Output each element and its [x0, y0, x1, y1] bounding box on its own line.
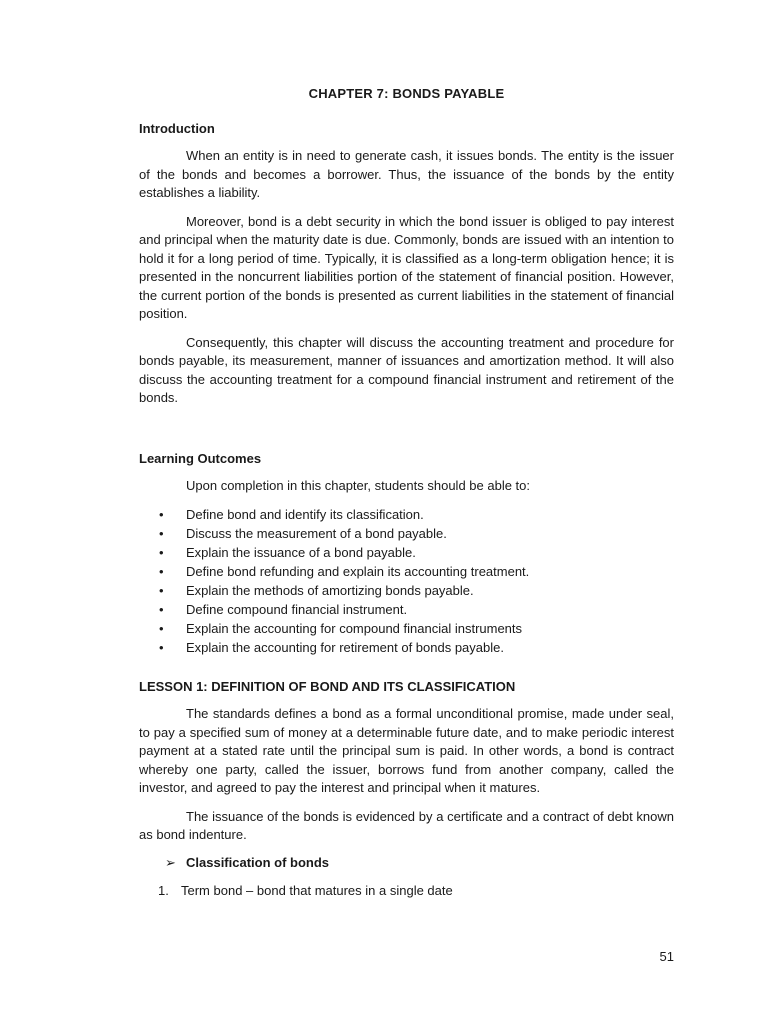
page-number: 51	[659, 949, 674, 964]
section-spacer	[139, 657, 674, 679]
list-item-text: Define bond refunding and explain its accounting treatment.	[186, 564, 530, 579]
introduction-heading: Introduction	[139, 121, 215, 136]
bullet-icon: •	[159, 564, 164, 579]
list-item	[139, 505, 674, 524]
bullet-icon: •	[159, 545, 164, 560]
learning-outcomes-list	[139, 505, 674, 657]
list-item-text: Define bond and identify its classification.	[186, 507, 424, 522]
bullet-icon: •	[159, 621, 164, 636]
bullet-icon: •	[159, 507, 164, 522]
arrow-bullet-icon: ➢	[165, 854, 176, 870]
intro-paragraph-3: Consequently, this chapter will discuss the accounting treatment and procedure for bonds payable, its measurement, manner of issuances and amortization method. It will also discuss the accounting treatment for a compound financial instrument and retirement of the bonds.	[139, 334, 674, 405]
list-item	[139, 524, 674, 543]
learning-outcomes-heading: Learning Outcomes	[139, 450, 262, 466]
intro-paragraph-1: When an entity is in need to generate cash, it issues bonds. The entity is the issuer of the bonds and becomes a borrower. Thus, the issuance of the bonds by the entity establishes a liability.	[139, 148, 674, 200]
bullet-icon: •	[159, 526, 164, 541]
list-item	[139, 619, 674, 638]
subheading-text: Classification of bonds	[186, 854, 330, 870]
lesson-1-paragraph-2: The issuance of the bonds is evidenced by a certificate and a contract of debt known as bond indenture.	[139, 808, 674, 842]
section-spacer	[139, 418, 674, 451]
list-item-text: Explain the accounting for compound financial instruments	[186, 621, 523, 636]
list-item-text: Explain the issuance of a bond payable.	[186, 545, 416, 560]
list-item-text: Term bond – bond that matures in a single date	[181, 882, 453, 898]
classification-subheading	[139, 855, 674, 870]
list-item-text: Explain the methods of amortizing bonds payable.	[186, 583, 474, 598]
list-item	[139, 638, 674, 657]
learning-outcomes-intro: Upon completion in this chapter, students should be able to:	[186, 477, 530, 493]
list-item-text: Define compound financial instrument.	[186, 602, 408, 617]
chapter-title: CHAPTER 7: BONDS PAYABLE	[308, 86, 505, 101]
list-number: 1.	[158, 882, 169, 898]
numbered-list-item	[139, 882, 674, 900]
intro-paragraph-2: Moreover, bond is a debt security in which the bond issuer is obliged to pay interest and principal when the maturity date is due. Commonly, bonds are issued with an intention to hold it for a long period of time. Typically, it is classified as a long-term obligation hence; it is presented in the noncurrent liabilities portion of the statement of financial position. However, the current portion of the bonds is presented as current liabilities in the statement of financial position.	[139, 213, 674, 321]
list-item-text: Explain the accounting for retirement of bonds payable.	[186, 640, 504, 655]
bullet-icon: •	[159, 640, 164, 655]
lesson-1-heading: LESSON 1: DEFINITION OF BOND AND ITS CLASSIFICATION	[139, 679, 516, 694]
lesson-1-paragraph-1: The standards defines a bond as a formal unconditional promise, made under seal, to pay a specified sum of money at a determinable future date, and to make periodic interest payment at a stated rate until the principal sum is paid. In other words, a bond is contract whereby one party, called the issuer, borrows fund from another company, called the investor, and agreed to pay the interest and principal when it matures.	[139, 706, 674, 795]
bullet-icon: •	[159, 583, 164, 598]
page-content	[139, 86, 674, 900]
list-item	[139, 581, 674, 600]
list-item	[139, 600, 674, 619]
list-item	[139, 562, 674, 581]
list-item-text: Discuss the measurement of a bond payable.	[186, 526, 447, 541]
bullet-icon: •	[159, 602, 164, 617]
list-item	[139, 543, 674, 562]
